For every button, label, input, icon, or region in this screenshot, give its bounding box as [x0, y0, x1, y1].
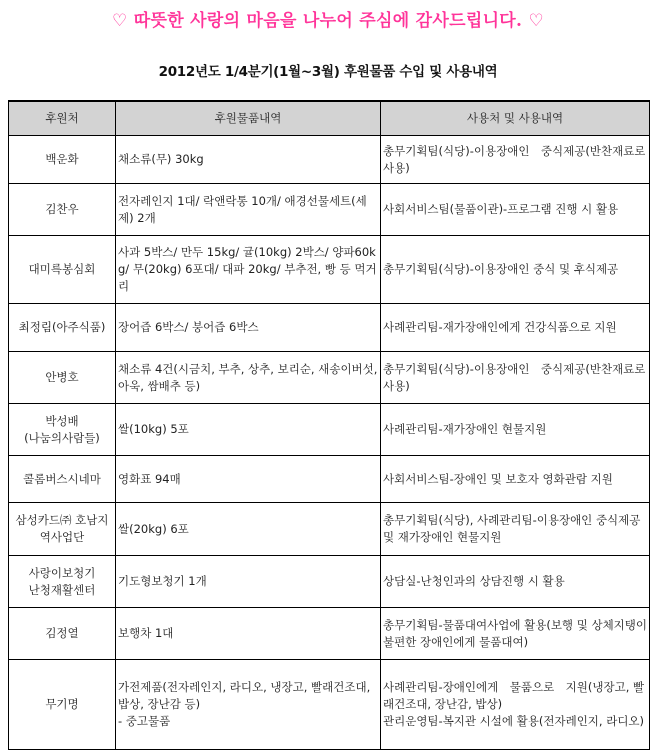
page-title: 2012년도 1/4분기(1월~3월) 후원물품 수입 및 사용내역 — [158, 64, 498, 80]
items-cell: 쌀(10kg) 5포 — [116, 404, 381, 456]
donation-table — [8, 100, 650, 750]
thanks-message: ♡ 따뜻한 사랑의 마음을 나누어 주심에 감사드립니다. ♡ — [112, 11, 544, 31]
usage-cell: 총무기획팀(식당)-이용장애인 중식제공(반찬재료로 사용) — [381, 352, 650, 404]
donor-cell: 김찬우 — [9, 184, 116, 236]
donor-cell: 박성배 (나눔의사람들) — [9, 404, 116, 456]
table-header-row — [9, 101, 650, 136]
table-row — [9, 236, 650, 304]
table-row — [9, 304, 650, 352]
donor-cell: 콜롬버스시네마 — [9, 456, 116, 503]
table-row — [9, 660, 650, 750]
table-row — [9, 404, 650, 456]
donor-cell: 삼성카드㈜ 호남지역사업단 — [9, 503, 116, 556]
donor-cell: 무기명 — [9, 660, 116, 750]
usage-cell: 사례관리팀-재가장애인 현물지원 — [381, 404, 650, 456]
items-cell: 사과 5박스/ 만두 15kg/ 귤(10kg) 2박스/ 양파60kg/ 무(20kg) 6포대/ 대파 20kg/ 부추전, 빵 등 먹거리 — [116, 236, 381, 304]
table-row — [9, 184, 650, 236]
items-cell: 영화표 94매 — [116, 456, 381, 503]
items-cell: 보행차 1대 — [116, 608, 381, 660]
column-header-items: 후원물품내역 — [116, 101, 381, 136]
usage-cell: 총무기획팀(식당)-이용장애인 중식 및 후식제공 — [381, 236, 650, 304]
column-header-usage: 사용처 및 사용내역 — [381, 101, 650, 136]
items-cell: 장어즙 6박스/ 붕어즙 6박스 — [116, 304, 381, 352]
usage-cell: 사회서비스팀-장애인 및 보호자 영화관람 지원 — [381, 456, 650, 503]
items-cell: 전자레인지 1대/ 락앤락통 10개/ 애경선물세트(세제) 2개 — [116, 184, 381, 236]
table-row — [9, 556, 650, 608]
usage-cell: 총무기획팀(식당), 사례관리팀-이용장애인 중식제공 및 재가장애인 현물지원 — [381, 503, 650, 556]
donor-cell: 최정림(아주식품) — [9, 304, 116, 352]
items-cell: 채소류(무) 30kg — [116, 136, 381, 184]
items-cell: 채소류 4건(시금치, 부추, 상추, 보리순, 새송이버섯, 아욱, 쌈배추 등) — [116, 352, 381, 404]
donor-cell: 백운화 — [9, 136, 116, 184]
items-cell: 가전제품(전자레인지, 라디오, 냉장고, 빨래건조대, 밥상, 장난감 등) - 중고물품 — [116, 660, 381, 750]
usage-cell: 총무기획팀(식당)-이용장애인 중식제공(반찬재료로 사용) — [381, 136, 650, 184]
donor-cell: 대미륵봉심회 — [9, 236, 116, 304]
usage-cell: 사례관리팀-재가장애인에게 건강식품으로 지원 — [381, 304, 650, 352]
table-row — [9, 456, 650, 503]
table-row — [9, 136, 650, 184]
column-header-donor: 후원처 — [9, 101, 116, 136]
usage-cell: 상담실-난청인과의 상담진행 시 활용 — [381, 556, 650, 608]
donor-cell: 김정열 — [9, 608, 116, 660]
items-cell: 쌀(20kg) 6포 — [116, 503, 381, 556]
table-row — [9, 352, 650, 404]
usage-cell: 사회서비스팀(물품이관)-프로그램 진행 시 활용 — [381, 184, 650, 236]
donor-cell: 안병호 — [9, 352, 116, 404]
items-cell: 기도형보청기 1개 — [116, 556, 381, 608]
usage-cell: 총무기획팀-물품대여사업에 활용(보행 및 상체지탱이 불편한 장애인에게 물품대여) — [381, 608, 650, 660]
donor-cell: 사랑이보청기 난청재활센터 — [9, 556, 116, 608]
table-row — [9, 503, 650, 556]
usage-cell: 사례관리팀-장애인에게 물품으로 지원(냉장고, 빨래건조대, 장난감, 밥상) 관리운영팀-복지관 시설에 활용(전자레인지, 라디오) — [381, 660, 650, 750]
table-row — [9, 608, 650, 660]
